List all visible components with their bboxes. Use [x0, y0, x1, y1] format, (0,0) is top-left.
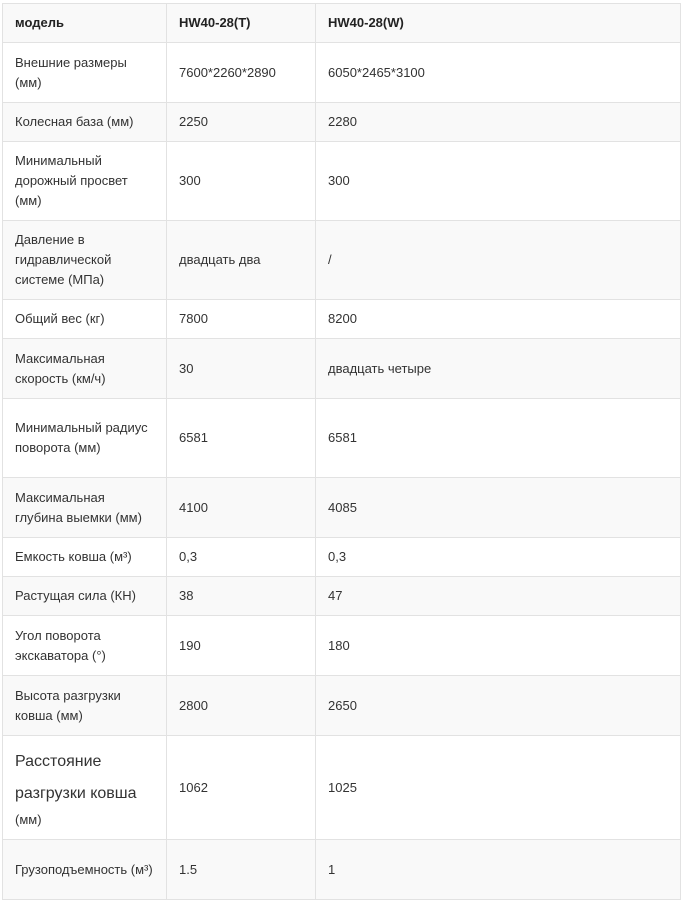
table-row [3, 339, 681, 399]
row-value-w: 8200 [316, 300, 681, 339]
specifications-table [2, 3, 681, 900]
row-value-w: 6050*2465*3100 [316, 43, 681, 103]
table-row [3, 736, 681, 840]
row-value-w: 1025 [316, 736, 681, 840]
table-row [3, 676, 681, 736]
row-value-t: 30 [167, 339, 316, 399]
table-row [3, 43, 681, 103]
row-label: Колесная база (мм) [3, 103, 167, 142]
table-row [3, 478, 681, 538]
table-row [3, 538, 681, 577]
row-value-w: 300 [316, 142, 681, 221]
row-label-main: Расстояние разгрузки ковша [15, 752, 137, 802]
row-value-w: 0,3 [316, 538, 681, 577]
row-value-t: 2800 [167, 676, 316, 736]
row-value-w: двадцать четыре [316, 339, 681, 399]
row-value-t: 4100 [167, 478, 316, 538]
row-value-t: 38 [167, 577, 316, 616]
row-label-unit: (мм) [15, 811, 42, 827]
row-label: Давление в гидравлической системе (МПа) [3, 221, 167, 300]
table-row [3, 840, 681, 900]
row-value-t: 190 [167, 616, 316, 676]
row-value-t: 7800 [167, 300, 316, 339]
row-value-w: 1 [316, 840, 681, 900]
row-value-w: 180 [316, 616, 681, 676]
row-label [3, 736, 167, 840]
table-row [3, 399, 681, 478]
table-row [3, 300, 681, 339]
row-label: Высота разгрузки ковша (мм) [3, 676, 167, 736]
row-value-t: двадцать два [167, 221, 316, 300]
row-label: Угол поворота экскаватора (°) [3, 616, 167, 676]
table-header-row [3, 4, 681, 43]
row-value-t: 6581 [167, 399, 316, 478]
header-cell-w: HW40-28(W) [316, 4, 681, 43]
table-row [3, 103, 681, 142]
row-value-t: 2250 [167, 103, 316, 142]
header-cell-model: модель [3, 4, 167, 43]
row-value-w: 2650 [316, 676, 681, 736]
row-value-w: 6581 [316, 399, 681, 478]
row-label: Растущая сила (КН) [3, 577, 167, 616]
row-label: Общий вес (кг) [3, 300, 167, 339]
row-value-t: 7600*2260*2890 [167, 43, 316, 103]
row-label: Емкость ковша (м³) [3, 538, 167, 577]
row-label: Внешние размеры (мм) [3, 43, 167, 103]
table-row [3, 577, 681, 616]
row-label: Минимальный дорожный просвет (мм) [3, 142, 167, 221]
row-value-w: 4085 [316, 478, 681, 538]
row-value-t: 300 [167, 142, 316, 221]
row-value-w: / [316, 221, 681, 300]
row-value-w: 47 [316, 577, 681, 616]
row-value-w: 2280 [316, 103, 681, 142]
header-cell-t: HW40-28(T) [167, 4, 316, 43]
row-label: Минимальный радиус поворота (мм) [3, 399, 167, 478]
row-value-t: 1062 [167, 736, 316, 840]
table-row [3, 142, 681, 221]
row-label: Максимальная глубина выемки (мм) [3, 478, 167, 538]
row-value-t: 1.5 [167, 840, 316, 900]
row-label: Грузоподъемность (м³) [3, 840, 167, 900]
row-value-t: 0,3 [167, 538, 316, 577]
row-label: Максимальная скорость (км/ч) [3, 339, 167, 399]
table-row [3, 616, 681, 676]
table-row [3, 221, 681, 300]
